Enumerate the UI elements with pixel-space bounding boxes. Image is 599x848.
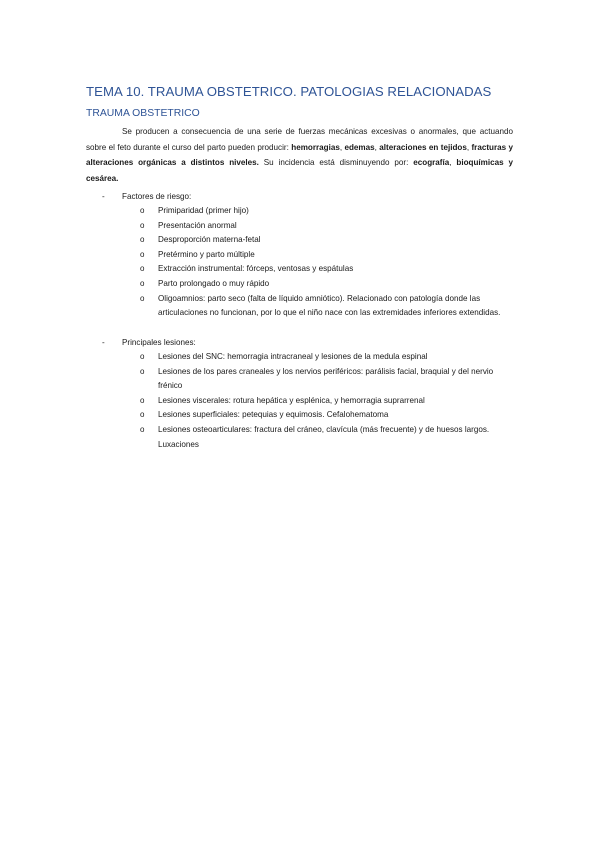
- intro-text: ,: [466, 142, 472, 152]
- list-item: [86, 292, 516, 321]
- list-item-text: Lesiones osteoarticulares: fractura del cráneo, clavícula (más frecuente) y de huesos largos. Luxaciones: [158, 424, 490, 449]
- bullet-marker: o: [140, 220, 145, 230]
- list-item: [86, 365, 516, 394]
- list-item-text: Parto prolongado o muy rápido: [158, 278, 270, 288]
- list-heading: [86, 335, 516, 350]
- risk-factors-label: Factores de riesgo:: [122, 192, 192, 201]
- section-heading: TRAUMA OBSTETRICO: [86, 108, 200, 119]
- intro-bold: hemorragias: [291, 142, 340, 152]
- list-item-text: Extracción instrumental: fórceps, ventosas y espátulas: [158, 264, 354, 274]
- intro-bold: bioquímicas y cesárea.: [86, 158, 514, 183]
- list-item-text: Desproporción materna-fetal: [158, 235, 261, 245]
- bullet-marker: o: [140, 366, 145, 376]
- bullet-marker: o: [140, 235, 145, 245]
- bullet-marker: o: [140, 395, 145, 405]
- list-item: [86, 394, 516, 409]
- list-item-text: Lesiones superficiales: petequias y equimosis. Cefalohematoma: [158, 410, 389, 420]
- list-item: [86, 277, 516, 292]
- list-item-text: Lesiones de los pares craneales y los nervios periféricos: parálisis facial, braquial y del nervio frénico: [158, 366, 494, 391]
- risk-factors-list: [86, 204, 516, 321]
- list-item: [86, 248, 516, 263]
- main-lesions-section: [86, 335, 516, 452]
- bullet-marker: o: [140, 249, 145, 259]
- list-item: [86, 204, 516, 219]
- list-item: [86, 262, 516, 277]
- list-item: [86, 233, 516, 248]
- intro-bold: edemas: [344, 142, 375, 152]
- intro-bold: ecografía: [413, 158, 450, 168]
- main-lesions-label: Principales lesiones:: [122, 338, 196, 347]
- list-item-text: Presentación anormal: [158, 220, 237, 230]
- risk-factors-section: [86, 189, 516, 321]
- dash-marker: -: [102, 192, 105, 201]
- main-lesions-list: [86, 350, 516, 452]
- document-title: TEMA 10. TRAUMA OBSTETRICO. PATOLOGIAS RELACIONADAS: [86, 84, 492, 99]
- list-item: [86, 408, 516, 423]
- intro-text: ,: [374, 142, 380, 152]
- intro-text: ,: [449, 158, 457, 168]
- dash-marker: -: [102, 338, 105, 347]
- list-heading: [86, 189, 516, 204]
- list-item: [86, 423, 516, 452]
- list-item-text: Primiparidad (primer hijo): [158, 206, 249, 215]
- bullet-marker: o: [140, 206, 145, 215]
- list-item-text: Oligoamnios: parto seco (falta de líquido amniótico). Relacionado con patología donde las articulaciones no funcionan, por lo que el niño nace con las extremidades inferiores extendidas.: [158, 293, 501, 318]
- intro-bold: alteraciones en tejidos: [379, 142, 467, 152]
- intro-text: Se producen a consecuencia de una serie de fuerzas mecánicas excesivas o anormales, que actuando sobre el feto durante el curso del parto pueden producir:: [86, 127, 513, 152]
- intro-text: ,: [339, 142, 345, 152]
- bullet-marker: o: [140, 352, 145, 361]
- list-item-text: Lesiones del SNC: hemorragia intracraneal y lesiones de la medula espinal: [158, 352, 428, 361]
- list-item: [86, 350, 516, 365]
- bullet-marker: o: [140, 264, 145, 274]
- bullet-marker: o: [140, 278, 145, 288]
- intro-bold: fracturas y alteraciones orgánicas a distintos niveles.: [86, 142, 514, 168]
- list-item-text: Pretérmino y parto múltiple: [158, 249, 255, 259]
- intro-text: Su incidencia está disminuyendo por:: [258, 158, 414, 168]
- intro-paragraph: [86, 124, 513, 186]
- list-item-text: Lesiones viscerales: rotura hepática y esplénica, y hemorragia suprarrenal: [158, 395, 425, 405]
- bullet-marker: o: [140, 293, 145, 303]
- bullet-marker: o: [140, 410, 145, 420]
- bullet-marker: o: [140, 424, 145, 434]
- list-item: [86, 219, 516, 234]
